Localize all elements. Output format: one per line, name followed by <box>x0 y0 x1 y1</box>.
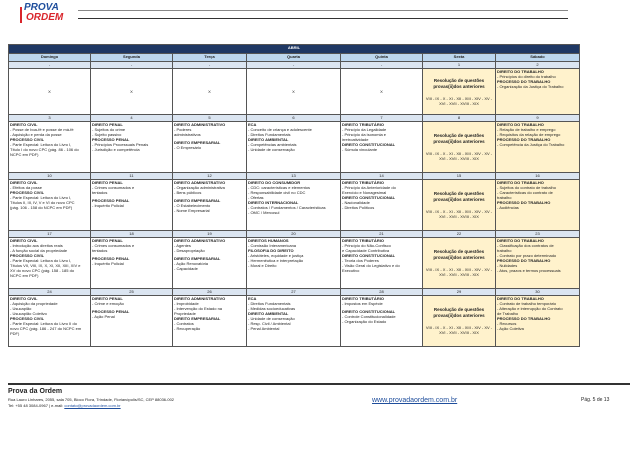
topic-item: - Posse de boa-fé e posse de má-fé <box>10 127 74 132</box>
date-number: 20 <box>247 231 341 238</box>
topic-item: - Usucapião <box>10 306 32 311</box>
subject-heading: DIREITO CIVIL <box>10 296 38 301</box>
subject-heading: DIREITO PENAL <box>92 122 123 127</box>
weekday-1: Segunda <box>91 54 173 62</box>
date-number-row <box>9 173 580 180</box>
subject-heading: DIREITO TRIBUTÁRIO <box>342 122 384 127</box>
day-topics-cell <box>91 180 173 231</box>
topic-item: Exercício e Nonagesimal <box>342 190 387 195</box>
day-topics-cell <box>496 122 580 173</box>
topic-item: - Parte Especial: Leitura do Livro I, <box>10 142 72 147</box>
day-topics-cell <box>9 296 91 347</box>
topic-item: - Contratos <box>174 321 194 326</box>
topic-item: irretroatividade <box>342 137 369 142</box>
topic-item: - Crime e emoção <box>92 301 124 306</box>
date-number-row <box>9 231 580 238</box>
subject-heading: DIREITO CIVIL <box>10 238 38 243</box>
topic-item: de Trabalho <box>497 311 519 316</box>
weekday-2: Terça <box>173 54 247 62</box>
subject-heading: DIREITO DO TRABALHO <box>497 180 544 185</box>
day-topics-cell <box>247 296 341 347</box>
topic-item: - Competências ambientais <box>248 142 297 147</box>
topic-item: - Medidas socioeducativas <box>248 306 296 311</box>
topic-item: - Improbidade <box>174 301 199 306</box>
subject-heading: DIREITO EMPRESARIAL <box>174 316 221 321</box>
date-number: 16 <box>496 173 580 180</box>
subject-heading: PROCESSO DO TRABALHO <box>497 258 551 263</box>
subject-heading: DIREITO PENAL <box>92 238 123 243</box>
month-header: ABRIL <box>9 45 580 54</box>
date-number: 8 <box>423 115 496 122</box>
topic-item: - Atos, prazos e termos processuais <box>497 268 561 273</box>
topic-item: NCPC em PDF) <box>10 273 39 278</box>
topic-item: PDF) <box>10 331 20 336</box>
subject-heading: PROCESSO CIVIL <box>10 190 45 195</box>
topic-item: Executivo <box>342 268 360 273</box>
date-number: 9 <box>496 115 580 122</box>
topic-item: - Requisitos da relação de emprego <box>497 132 561 137</box>
logo-line2: ORDEM <box>26 12 64 23</box>
topic-item: - Direitos Fundamentais <box>248 132 291 137</box>
topic-item: - O Empresário <box>174 145 202 150</box>
day-topics-cell <box>341 296 423 347</box>
subject-heading: DIREITO PENAL <box>92 296 123 301</box>
topic-item: - Alteração e interrupção do Contrato <box>497 306 563 311</box>
date-number: - <box>9 62 91 69</box>
header-rule-bottom <box>78 18 568 19</box>
subject-heading: PROCESSO CIVIL <box>10 253 45 258</box>
topic-item: - Classificação dos contratos de <box>497 243 554 248</box>
week-content-row <box>9 122 580 173</box>
date-number: 21 <box>341 231 423 238</box>
topic-item: - Contrato por prazo determinado <box>497 253 557 258</box>
day-topics-cell <box>91 296 173 347</box>
day-topics-cell <box>173 238 247 289</box>
topic-item: - Ação Penal <box>92 314 115 319</box>
topic-item: - Ação Renovatória <box>174 261 209 266</box>
topic-item: Título I do novo CPC (pág. 86 - 106 do <box>10 147 79 152</box>
topic-item: - Competência da Justiça do Trabalho <box>497 142 565 147</box>
topic-item: - Crimes consumados e <box>92 243 135 248</box>
topic-item: XV do novo CPC (pág. 158 - 185 do <box>10 268 75 273</box>
review-day-cell <box>423 69 496 115</box>
review-day-cell <box>423 238 496 289</box>
topic-item: - Recursos <box>497 321 517 326</box>
day-topics-cell <box>341 180 423 231</box>
date-number: 10 <box>9 173 91 180</box>
subject-heading: DIREITO AMBIENTAL <box>248 137 289 142</box>
footer-company: Prova da Ordem <box>8 388 63 395</box>
empty-day-cell: X <box>91 69 173 115</box>
topic-item: Propriedade <box>174 311 196 316</box>
date-number: 17 <box>9 231 91 238</box>
date-number: 28 <box>341 289 423 296</box>
subject-heading: DIREITO DO TRABALHO <box>497 296 544 301</box>
date-number: 2 <box>496 62 580 69</box>
topic-item: - Capacidade <box>174 266 198 271</box>
footer-address: Rua Lauro Linhares, 2055, sala 705, Bloco Flora, Trindade, Florianópolis/SC, CEP 88036-002 <box>8 397 175 402</box>
topic-item: - Contrato de trabalho temporário <box>497 301 557 306</box>
review-exams: VIII - IX - X - XI - XII - XIII - XIV - XV - XVI - XVII - XVIII - XIX <box>425 151 493 161</box>
subject-heading: ECA <box>248 296 257 301</box>
topic-item: - Organização da Justiça do Trabalho <box>497 84 564 89</box>
date-number: 30 <box>496 289 580 296</box>
topic-item: - Poderes <box>174 127 192 132</box>
empty-day-cell: X <box>9 69 91 115</box>
topic-item: - Sujeitos do contrato de trabalho <box>497 185 556 190</box>
day-topics-cell <box>496 296 580 347</box>
date-number: 15 <box>423 173 496 180</box>
topic-item: - Princípio da Anterioridade do <box>342 185 396 190</box>
study-calendar <box>8 44 580 347</box>
topic-item: - Introdução aos direitos reais <box>10 243 63 248</box>
date-number: 23 <box>496 231 580 238</box>
date-number: 27 <box>247 289 341 296</box>
subject-heading: PROCESSO CIVIL <box>10 316 45 321</box>
weekday-3: Quarta <box>247 54 341 62</box>
subject-heading: DIREITO CONSTITUCIONAL <box>342 142 396 147</box>
review-day-cell <box>423 180 496 231</box>
topic-item: - Unidade de conservação <box>248 316 295 321</box>
topic-item: - Aquisição da propriedade <box>10 301 58 306</box>
topic-item: - Sujeito passivo <box>92 132 122 137</box>
subject-heading: DIREITO CONSTITUCIONAL <box>342 195 396 200</box>
topic-item: - Responsabilidade civil no CDC <box>248 190 306 195</box>
topic-item: - Impostos em Espécie <box>342 301 383 306</box>
footer-rule-2 <box>8 384 630 385</box>
topic-item: - Visão Geral do Legislativo e do <box>342 263 400 268</box>
subject-heading: DIREITO CIVIL <box>10 122 38 127</box>
topic-item: - Ofertas <box>248 195 264 200</box>
day-topics-cell <box>247 122 341 173</box>
day-topics-cell <box>173 122 247 173</box>
subject-heading: DIREITO DO TRABALHO <box>497 122 544 127</box>
date-number-row <box>9 115 580 122</box>
footer-contact <box>8 403 121 408</box>
subject-heading: DIREITO AMBIENTAL <box>248 311 289 316</box>
date-number: 3 <box>9 115 91 122</box>
empty-day-cell: X <box>247 69 341 115</box>
week-content-row <box>9 238 580 289</box>
topic-item: - Ação Coletiva <box>497 326 524 331</box>
topic-item: NCPC em PDF) <box>10 152 39 157</box>
date-number: 6 <box>247 115 341 122</box>
day-topics-cell <box>341 238 423 289</box>
weekday-5: Sexta <box>423 54 496 62</box>
topic-item: - Princípio da Legalidade <box>342 127 387 132</box>
date-number: - <box>247 62 341 69</box>
date-number: 19 <box>173 231 247 238</box>
topic-item: - Aristóteles, equidade e justiça <box>248 253 304 258</box>
topic-item: trabalho <box>497 195 512 200</box>
subject-heading: DIREITO ADMINISTRATIVO <box>174 296 226 301</box>
footer-tel: Tel: +55 48 3084-0967 | e-mail: <box>8 403 64 408</box>
empty-day-cell: X <box>341 69 423 115</box>
day-topics-cell <box>9 180 91 231</box>
subject-heading: DIREITO ADMINISTRATIVO <box>174 122 226 127</box>
subject-heading: PROCESSO PENAL <box>92 309 130 314</box>
topic-item: - Princípios do direito do trabalho <box>497 74 556 79</box>
date-number: 25 <box>91 289 173 296</box>
date-number: 13 <box>247 173 341 180</box>
date-number: 7 <box>341 115 423 122</box>
topic-item: - Princípio da isonomia e <box>342 132 387 137</box>
date-number-row <box>9 289 580 296</box>
date-number: 1 <box>423 62 496 69</box>
topic-item: - Características do contrato de <box>497 190 553 195</box>
week-content-row <box>9 296 580 347</box>
topic-item: - Organização administrativa <box>174 185 225 190</box>
topic-item: - Controle Constitucionalidade <box>342 314 396 319</box>
review-title: Resolução de questões provas(ii)dos anteriores <box>433 307 485 318</box>
topic-item: - O Estabelecimento <box>174 203 211 208</box>
calendar-body <box>9 62 580 347</box>
empty-day-cell: X <box>173 69 247 115</box>
subject-heading: PROCESSO CIVIL <box>10 137 45 142</box>
topic-item: - Hermenêutica e interpretação <box>248 258 304 263</box>
topic-item: - Crimes consumados e <box>92 185 135 190</box>
review-exams: VIII - IX - X - XI - XII - XIII - XIV - XV - XVI - XVII - XVIII - XIX <box>425 209 493 219</box>
subject-heading: PROCESSO DO TRABALHO <box>497 137 551 142</box>
day-topics-cell <box>247 238 341 289</box>
topic-item: - Direitos Fundamentais <box>248 301 291 306</box>
date-number: 14 <box>341 173 423 180</box>
day-topics-cell <box>496 238 580 289</box>
subject-heading: DIREITO ADMINISTRATIVO <box>174 180 226 185</box>
topic-item: - Direitos Políticos <box>342 205 375 210</box>
footer-site-link[interactable]: www.provadaordem.com.br <box>372 397 458 404</box>
topic-item: - Comissão Interamericana <box>248 243 297 248</box>
topic-item: Títulos VII, VIII, IX, X, XI, XII, XIII, XIV e <box>10 263 81 268</box>
day-topics-cell <box>91 238 173 289</box>
footer-email-link[interactable]: contato@provadaordem.com.br <box>64 403 121 408</box>
week-content-row <box>9 69 580 115</box>
topic-item: - Inquérito Policial <box>92 203 124 208</box>
topic-item: e Capacidade Contributiva <box>342 248 390 253</box>
topic-item: - Nacionalidade <box>342 200 370 205</box>
subject-heading: DIREITO INTERNACIONAL <box>248 200 299 205</box>
day-topics-cell <box>496 180 580 231</box>
topic-item: tentados <box>92 248 108 253</box>
topic-item: - Inquérito Policial <box>92 261 124 266</box>
topic-item: - Princípios Processuais Penais <box>92 142 149 147</box>
topic-item: administrativos <box>174 132 201 137</box>
subject-heading: DIREITO CONSTITUCIONAL <box>342 253 396 258</box>
header-rule-top <box>78 10 568 11</box>
day-topics-cell <box>91 122 173 173</box>
subject-heading: DIREITO CIVIL <box>10 180 38 185</box>
topic-item: - Resp. Civil / Ambiental <box>248 321 291 326</box>
subject-heading: DIREITO DO TRABALHO <box>497 69 544 74</box>
topic-item: - Moral e Direito <box>248 263 277 268</box>
date-number: - <box>91 62 173 69</box>
weekday-6: Sábado <box>496 54 580 62</box>
subject-heading: DIREITO EMPRESARIAL <box>174 198 221 203</box>
subject-heading: DIREITO TRIBUTÁRIO <box>342 238 384 243</box>
subject-heading: FILOSOFIA DO DIREITO <box>248 248 294 253</box>
topic-item: - Parte Especial: Leitura do Livro I, <box>10 258 72 263</box>
date-number: 4 <box>91 115 173 122</box>
topic-item: - Parte Especial: Leitura do Livro II do <box>10 321 77 326</box>
subject-heading: DIREITO ADMINISTRATIVO <box>174 238 226 243</box>
brand-logo <box>20 3 66 31</box>
date-number: 24 <box>9 289 91 296</box>
date-number: - <box>173 62 247 69</box>
date-number: 29 <box>423 289 496 296</box>
topic-item: - Parte Especial: Leitura do Livro I, <box>10 195 72 200</box>
topic-item: Títulos II, III, IV, V e VI do novo CPC <box>10 200 75 205</box>
topic-item: - Contratos / Fundamentos / Características <box>248 205 326 210</box>
day-topics-cell <box>9 238 91 289</box>
review-day-cell <box>423 296 496 347</box>
review-exams: VIII - IX - X - XI - XII - XIII - XIV - XV - XVI - XVII - XVIII - XIX <box>425 267 493 277</box>
topic-item: - CDC: características e elementos <box>248 185 311 190</box>
topic-item: - Teoria dos Poderes <box>342 258 379 263</box>
review-title: Resolução de questões provas(ii)dos anteriores <box>433 133 485 144</box>
subject-heading: DIREITO PENAL <box>92 180 123 185</box>
review-title: Resolução de questões provas(ii)dos anteriores <box>433 77 485 89</box>
topic-item: - Intervenção do Estado na <box>174 306 223 311</box>
page-number: Pág. 5 de 13 <box>581 397 610 403</box>
topic-item: trabalho <box>497 248 512 253</box>
date-number-row <box>9 62 580 69</box>
day-topics-cell <box>173 296 247 347</box>
review-title: Resolução de questões provas(ii)dos anteriores <box>433 249 485 260</box>
day-topics-cell <box>173 180 247 231</box>
topic-item: - Sujeitos do crime <box>92 127 126 132</box>
date-number: - <box>341 62 423 69</box>
logo-line1: PROVA <box>24 2 59 13</box>
topic-item: - Recuperação <box>174 326 201 331</box>
subject-heading: PROCESSO PENAL <box>92 137 130 142</box>
topic-item: - Princípio do Não-Confisco <box>342 243 391 248</box>
topic-item: - Relação de trabalho e emprego <box>497 127 556 132</box>
topic-item: - Audiências <box>497 205 519 210</box>
topic-item: - Usucapião Coletivo <box>10 311 47 316</box>
date-number: 12 <box>173 173 247 180</box>
subject-heading: DIREITO CONSTITUCIONAL <box>342 309 396 314</box>
subject-heading: PROCESSO DO TRABALHO <box>497 200 551 205</box>
topic-item: - Organização do Estado <box>342 319 387 324</box>
topic-item: novo CPC (pág. 186 - 247 do NCPC em <box>10 326 82 331</box>
topic-item: - Jurisdição e competência <box>92 147 140 152</box>
subject-heading: DIREITO TRIBUTÁRIO <box>342 180 384 185</box>
subject-heading: DIREITO EMPRESARIAL <box>174 256 221 261</box>
review-exams: VIII - IX - X - XI - XII - XIII - XIV - XV - XVI - XVII - XVIII - XIX <box>425 325 493 335</box>
weekday-0: Domingo <box>9 54 91 62</box>
subject-heading: DIREITO EMPRESARIAL <box>174 140 221 145</box>
topic-item: - A função social da propriedade <box>10 248 68 253</box>
logo-bar-icon <box>20 7 22 23</box>
review-title: Resolução de questões provas(ii)dos anteriores <box>433 191 485 202</box>
topic-item: - Unidade de conservação <box>248 147 295 152</box>
subject-heading: ECA <box>248 122 257 127</box>
day-topics-cell <box>341 122 423 173</box>
subject-heading: PROCESSO PENAL <box>92 198 130 203</box>
subject-heading: DIREITO DO CONSUMIDOR <box>248 180 301 185</box>
subject-heading: PROCESSO PENAL <box>92 256 130 261</box>
topic-item: - Penal Ambiental <box>248 326 280 331</box>
date-number: 26 <box>173 289 247 296</box>
date-number: 11 <box>91 173 173 180</box>
date-number: 22 <box>423 231 496 238</box>
topic-item: - Nome Empresarial <box>174 208 210 213</box>
topic-item: - OMC / Mercosul <box>248 210 280 215</box>
review-exams: VIII - IX - X - XI - XII - XIII - XIV - XV - XVI - XVII - XVIII - XIX <box>425 95 493 106</box>
topic-item: (pág. 106 - 158 do NCPC em PDF) <box>10 205 73 210</box>
topic-item: - Súmula vinculante <box>342 147 378 152</box>
date-number: 18 <box>91 231 173 238</box>
day-topics-cell <box>496 69 580 115</box>
topic-item: - Nulidades <box>497 263 518 268</box>
date-number: 5 <box>173 115 247 122</box>
day-topics-cell <box>247 180 341 231</box>
subject-heading: DIREITO DO TRABALHO <box>497 238 544 243</box>
subject-heading: PROCESSO DO TRABALHO <box>497 79 551 84</box>
topic-item: - Aquisição e perda da posse <box>10 132 62 137</box>
subject-heading: DIREITOS HUMANOS <box>248 238 289 243</box>
topic-item: - Desapropriação <box>174 248 205 253</box>
topic-item: - Conceito de criança e adolescente <box>248 127 312 132</box>
weekday-4: Quinta <box>341 54 423 62</box>
subject-heading: DIREITO TRIBUTÁRIO <box>342 296 384 301</box>
topic-item: - Agentes <box>174 243 191 248</box>
topic-item: - Bens públicos <box>174 190 202 195</box>
weekday-header-row <box>9 54 580 62</box>
subject-heading: PROCESSO DO TRABALHO <box>497 316 551 321</box>
topic-item: - Efeitos da posse <box>10 185 43 190</box>
week-content-row <box>9 180 580 231</box>
day-topics-cell <box>9 122 91 173</box>
review-day-cell <box>423 122 496 173</box>
topic-item: tentados <box>92 190 108 195</box>
